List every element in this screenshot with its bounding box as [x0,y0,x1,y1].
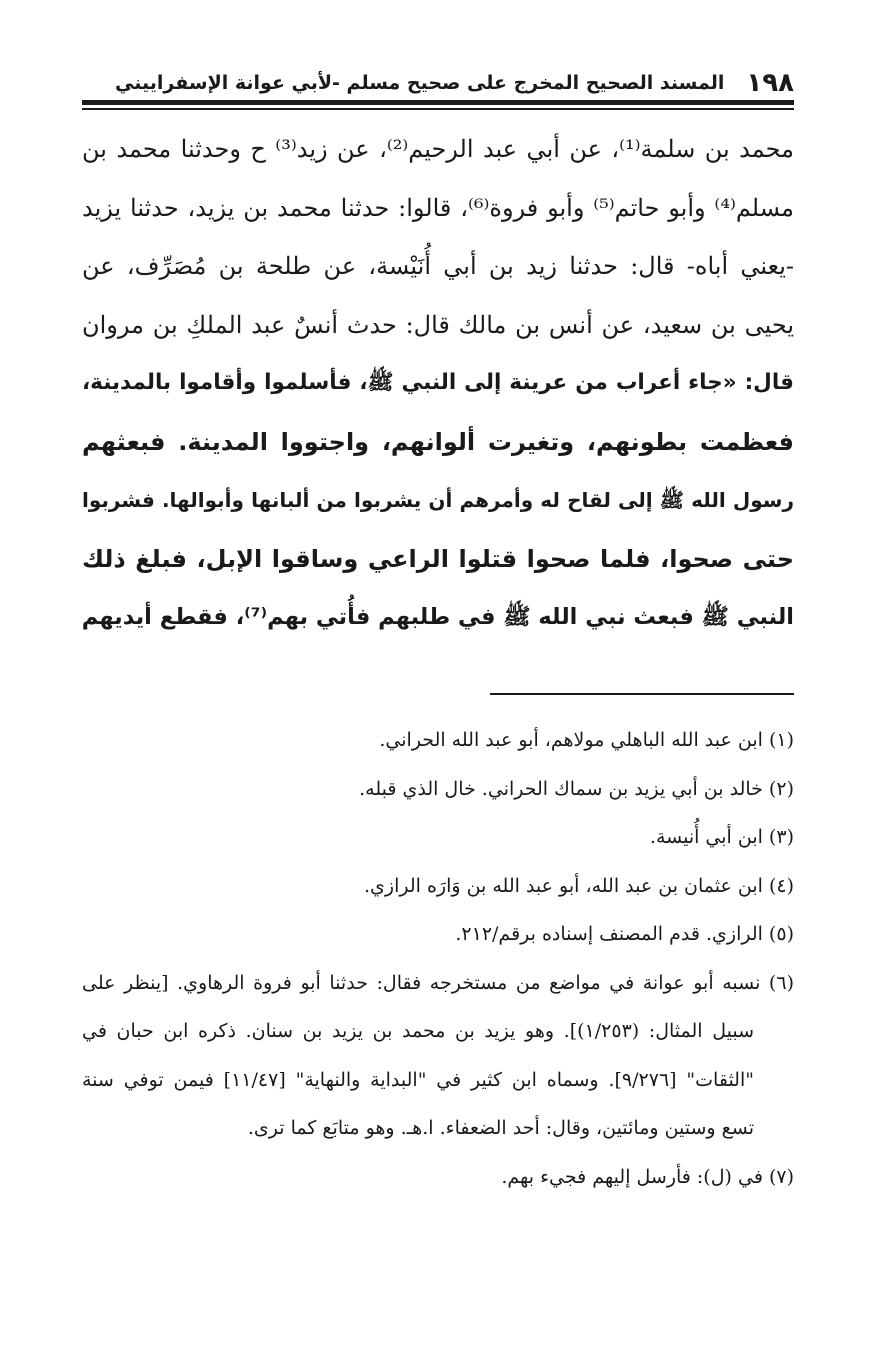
hadith-text-line: فعظمت بطونهم، وتغيرت ألوانهم، واجتووا المدينة. فبعثهم [82,427,794,456]
footnote-6-continuation: "الثقات" [٩/٢٧٦]. وسماه ابن كثير في "البداية والنهاية" [١١/٤٧] فيمن توفي سنة [82,1068,754,1091]
header-rule-thick [82,100,794,105]
text-line: محمد بن سلمة⁽¹⁾، عن أبي عبد الرحيم⁽²⁾، عن زيد⁽³⁾ ح وحدثنا محمد بن [82,135,794,163]
main-text [82,120,794,647]
text-line: -يعني أباه- قال: حدثنا زيد بن أبي أُنَيْسة، عن طلحة بن مُصَرِّف، عن [82,252,794,280]
footnotes [82,716,794,1201]
footnote-2: (٢) خالد بن أبي يزيد بن سماك الحراني. خال الذي قبله. [359,777,794,800]
footnote-6-continuation: تسع وستين ومائتين، وقال: أحد الضعفاء. ا.هـ. وهو متابَع كما ترى. [247,1117,754,1139]
text-line: يحيى بن سعيد، عن أنس بن مالك قال: حدث أنسٌ عبد الملكِ بن مروان [82,310,794,339]
hadith-text-line: رسول الله ﷺ إلى لقاح له وأمرهم أن يشربوا من ألبانها وأبوالها. فشربوا [82,488,794,512]
footnote-separator [490,693,794,695]
hadith-text-line: حتى صحوا، فلما صحوا قتلوا الراعي وساقوا الإبل، فبلغ ذلك [82,544,794,573]
footnote-3: (٣) ابن أبي أُنيسة. [649,826,794,848]
footnote-1: (١) ابن عبد الله الباهلي مولاهم، أبو عبد الله الحراني. [379,729,794,751]
footnote-6-continuation: سبيل المثال: (١/٢٥٣)]. وهو يزيد بن محمد بن يزيد بن سنان. ذكره ابن حبان في [82,1020,754,1042]
footnote-7: (٧) في (ل): فأرسل إليهم فجيء بهم. [501,1165,794,1188]
footnote-4: (٤) ابن عثمان بن عبد الله، أبو عبد الله بن وَارَه الرازي. [363,874,794,897]
header-rule-thin [82,108,794,110]
footnote-5: (٥) الرازي. قدم المصنف إسناده برقم/٢١٢. [455,923,794,945]
footnote-6: (٦) نسبه أبو عوانة في مواضع من مستخرجه فقال: حدثنا أبو فروة الرهاوي. [ينظر على [82,971,794,994]
text-line: مسلم⁽⁴⁾ وأبو حاتم⁽⁵⁾ وأبو فروة⁽⁶⁾، قالوا: حدثنا محمد بن يزيد، حدثنا يزيد [82,193,794,222]
hadith-text-line: النبي ﷺ فبعث نبي الله ﷺ في طلبهم فأُتي بهم⁽⁷⁾، فقطع أيديهم [82,604,794,630]
running-title: المسند الصحيح المخرج على صحيح مسلم -لأبي عوانة الإسفراييني [115,72,725,94]
page-header [82,66,794,100]
hadith-text-line: قال: «جاء أعراب من عرينة إلى النبي ﷺ، فأسلموا وأقاموا بالمدينة، [82,370,794,395]
page-number: ١٩٨ [746,68,794,98]
